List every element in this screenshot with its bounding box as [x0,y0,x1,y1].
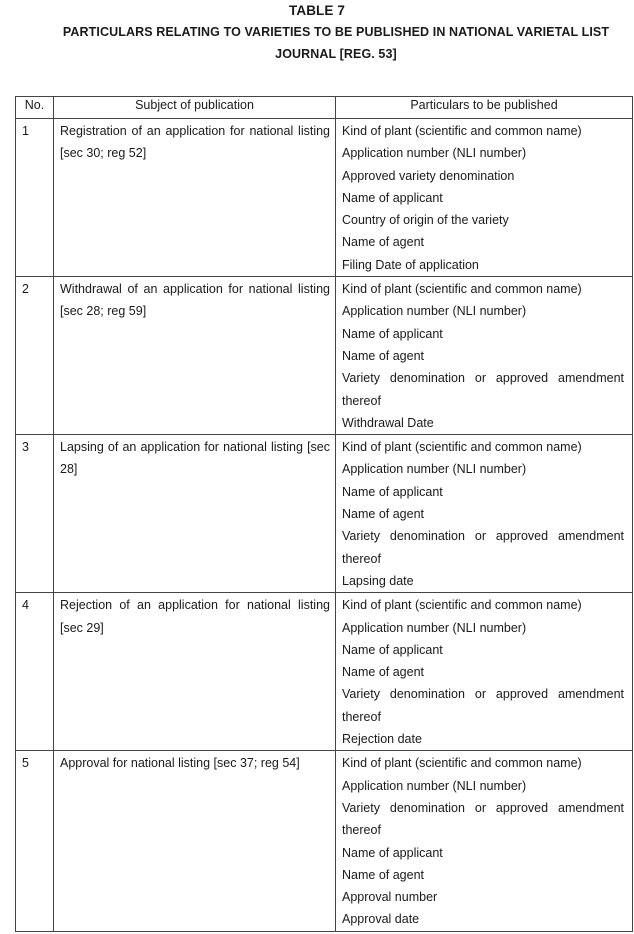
table-header-row [16,97,633,119]
particular-item: Application number (NLI number) [342,462,527,477]
subject-text-line: [sec 29] [60,620,104,635]
particulars-cell [336,751,633,931]
particular-item: Approval date [342,912,420,927]
particular-item: Application number (NLI number) [342,146,527,161]
particular-item: Rejection date [342,732,422,747]
particulars-cell [336,277,633,435]
particular-item: Application number (NLI number) [342,620,527,635]
particulars-cell [336,435,633,593]
particular-item: Kind of plant (scientific and common name) [342,756,582,771]
table-row [16,593,633,751]
table-row [16,277,633,435]
particular-item: Kind of plant (scientific and common name) [342,124,582,138]
particular-item: Variety denomination or approved amendment [342,529,624,544]
row-number: 5 [22,756,29,771]
particular-item: Variety denomination or approved amendment [342,687,624,702]
table-row [16,751,633,931]
subject-cell [54,435,336,593]
particular-item: Name of applicant [342,642,443,657]
subject-cell [54,277,336,435]
publication-particulars-table [15,96,633,932]
particular-item: Variety denomination or approved amendment [342,371,624,386]
particular-item: Lapsing date [342,573,414,588]
table-row [16,435,633,593]
row-number-cell [16,119,54,277]
particular-item: Application number (NLI number) [342,304,527,319]
row-number: 1 [22,124,29,138]
column-header-subject: Subject of publication [54,97,336,119]
row-number: 4 [22,598,29,613]
particular-item: Filing Date of application [342,257,479,272]
table-row [16,119,633,277]
particular-item: Kind of plant (scientific and common name) [342,598,582,613]
subject-text-line: Approval for national listing [sec 37; reg 54] [60,756,300,771]
table-subtitle-line-1: PARTICULARS RELATING TO VARIETIES TO BE PUBLISHED IN NATIONAL VARIETAL LIST [62,25,610,39]
particular-item: Country of origin of the variety [342,213,509,228]
particular-item: thereof [342,551,381,566]
particular-item: thereof [342,393,381,408]
subject-cell [54,119,336,277]
column-header-particulars: Particulars to be published [336,97,633,119]
row-number-cell [16,593,54,751]
particular-item: Name of applicant [342,845,443,860]
particular-item: Name of agent [342,507,424,522]
particular-item: Name of applicant [342,190,443,205]
particular-item: Name of agent [342,348,424,363]
particular-item: Name of agent [342,235,424,250]
particular-item: Name of agent [342,867,424,882]
particular-item: Approval number [342,890,438,905]
subject-cell [54,593,336,751]
particular-item: Application number (NLI number) [342,778,527,793]
particulars-cell [336,593,633,751]
subject-text-line: [sec 28; reg 59] [60,304,147,319]
particular-item: thereof [342,709,381,724]
row-number: 2 [22,282,29,297]
particular-item: Kind of plant (scientific and common name) [342,282,582,297]
particular-item: Variety denomination or approved amendment [342,800,624,815]
particular-item: Name of applicant [342,484,443,499]
column-header-no: No. [16,97,54,119]
subject-text-line: Rejection of an application for national listing [60,598,330,613]
subject-text-line: 28] [60,462,78,477]
particular-item: Name of applicant [342,326,443,341]
row-number-cell [16,751,54,931]
particular-item: Approved variety denomination [342,168,515,183]
table-title: TABLE 7 [289,3,345,18]
row-number-cell [16,435,54,593]
table-subtitle-line-2: JOURNAL [REG. 53] [275,47,397,61]
subject-text-line: [sec 30; reg 52] [60,146,147,161]
subject-text-line: Withdrawal of an application for national listing [60,282,330,297]
subject-cell [54,751,336,931]
particular-item: thereof [342,823,381,838]
row-number-cell [16,277,54,435]
subject-text-line: Registration of an application for national listing [60,124,330,138]
particular-item: Name of agent [342,665,424,680]
particular-item: Kind of plant (scientific and common name) [342,440,582,455]
particulars-cell [336,119,633,277]
row-number: 3 [22,440,29,455]
particular-item: Withdrawal Date [342,415,434,430]
subject-text-line: Lapsing of an application for national listing [sec [60,440,330,455]
